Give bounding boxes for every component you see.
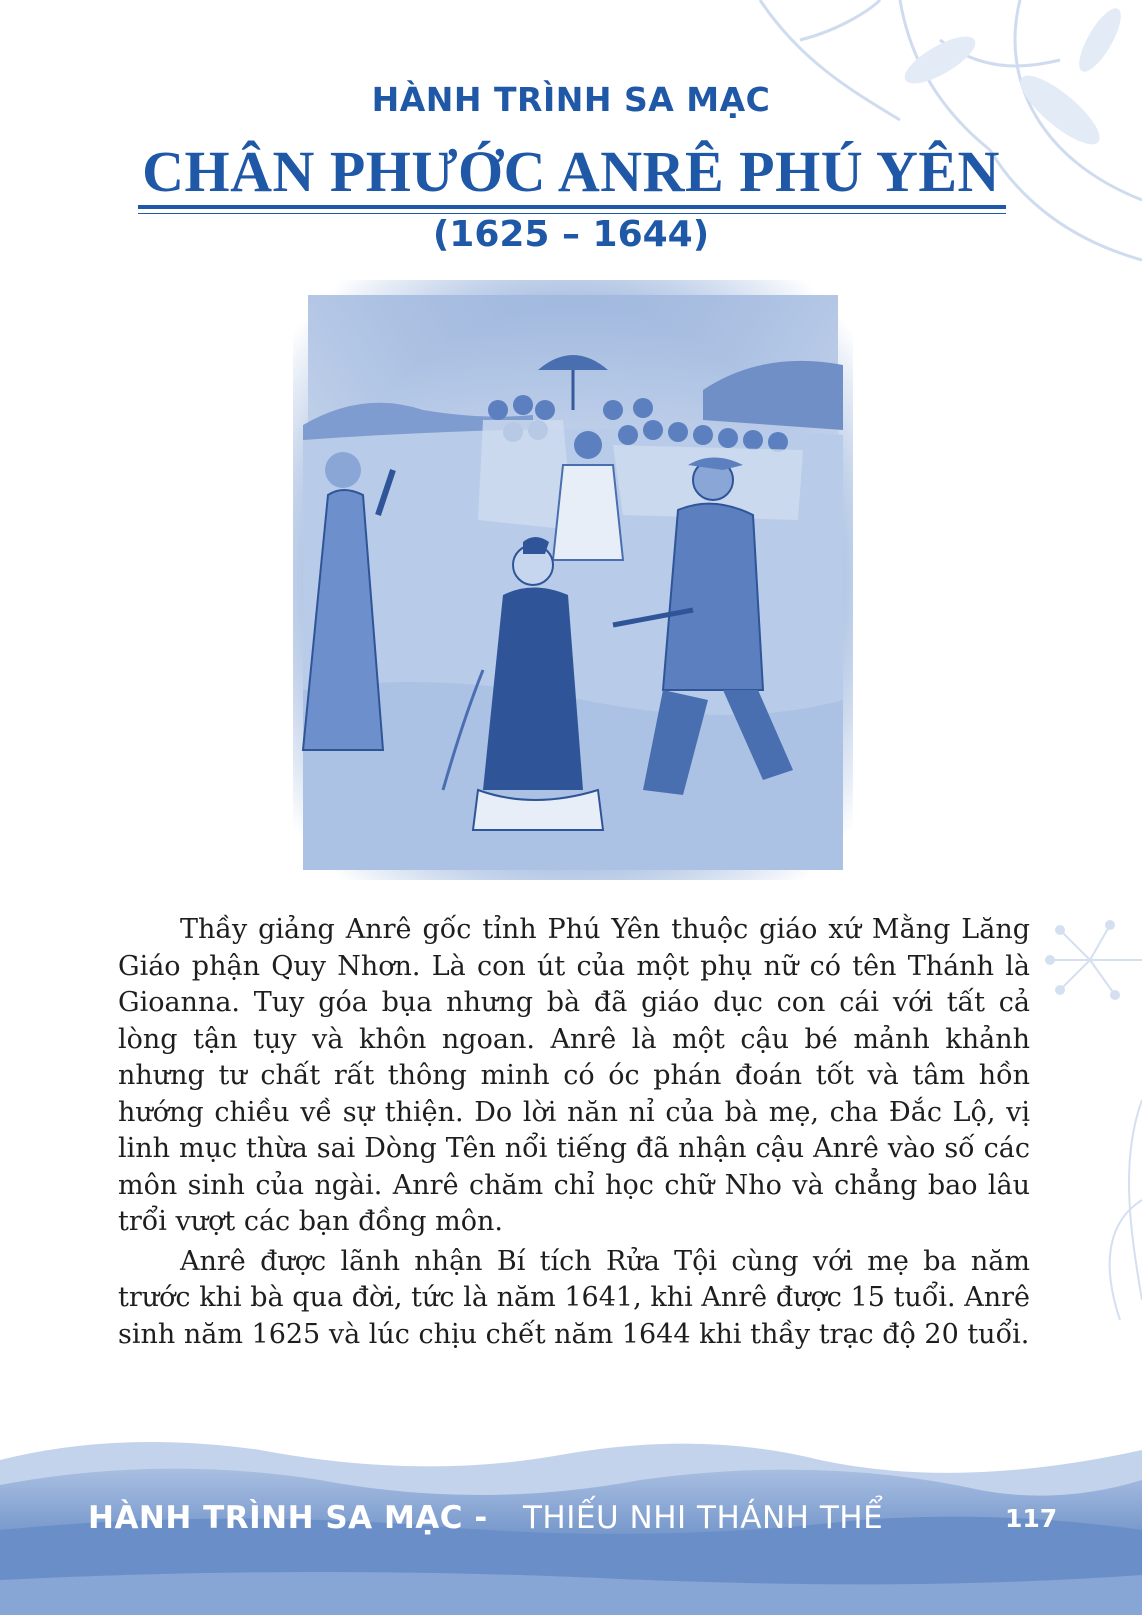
footer-subtitle: THIẾU NHI THÁNH THỂ	[523, 1500, 884, 1536]
page-title: CHÂN PHƯỚC ANRÊ PHÚ YÊN	[142, 139, 1000, 204]
flower-decoration-icon	[1020, 900, 1142, 1400]
martyrdom-illustration	[283, 270, 863, 890]
paragraph: Thầy giảng Anrê gốc tỉnh Phú Yên thuộc giáo xứ Mằng Lăng Giáo phận Quy Nhơn. Là con út của một phụ nữ có tên Thánh là Gioanna. Tuy góa bụa nhưng bà đã giáo dục con cái với tất cả lòng tận tụy và khôn ngoan. Anrê là một cậu bé mảnh khảnh nhưng tư chất rất thông minh có óc phán đoán tốt và tâm hồn hướng chiều về sự thiện. Do lời năn nỉ của bà mẹ, cha Đắc Lộ, vị linh mục thừa sai Dòng Tên nổi tiếng đã nhận cậu Anrê vào số các môn sinh của ngài. Anrê chăm chỉ học chữ Nho và chẳng bao lâu trổi vượt các bạn đồng môn.	[118, 914, 1030, 1237]
page-number: 117	[1005, 1504, 1058, 1533]
article-body	[118, 912, 1030, 1356]
paragraph: Anrê được lãnh nhận Bí tích Rửa Tội cùng với mẹ ba năm trước khi bà qua đời, tức là năm 1641, khi Anrê được 15 tuổi. Anrê sinh năm 1625 và lúc chịu chết năm 1644 khi thầy trạc độ 20 tuổi.	[118, 1245, 1030, 1350]
footer-series-title: HÀNH TRÌNH SA MẠC -	[88, 1500, 488, 1536]
title-underline	[138, 205, 1006, 209]
series-title: HÀNH TRÌNH SA MẠC	[371, 80, 771, 119]
years-subtitle: (1625 – 1644)	[432, 214, 710, 255]
